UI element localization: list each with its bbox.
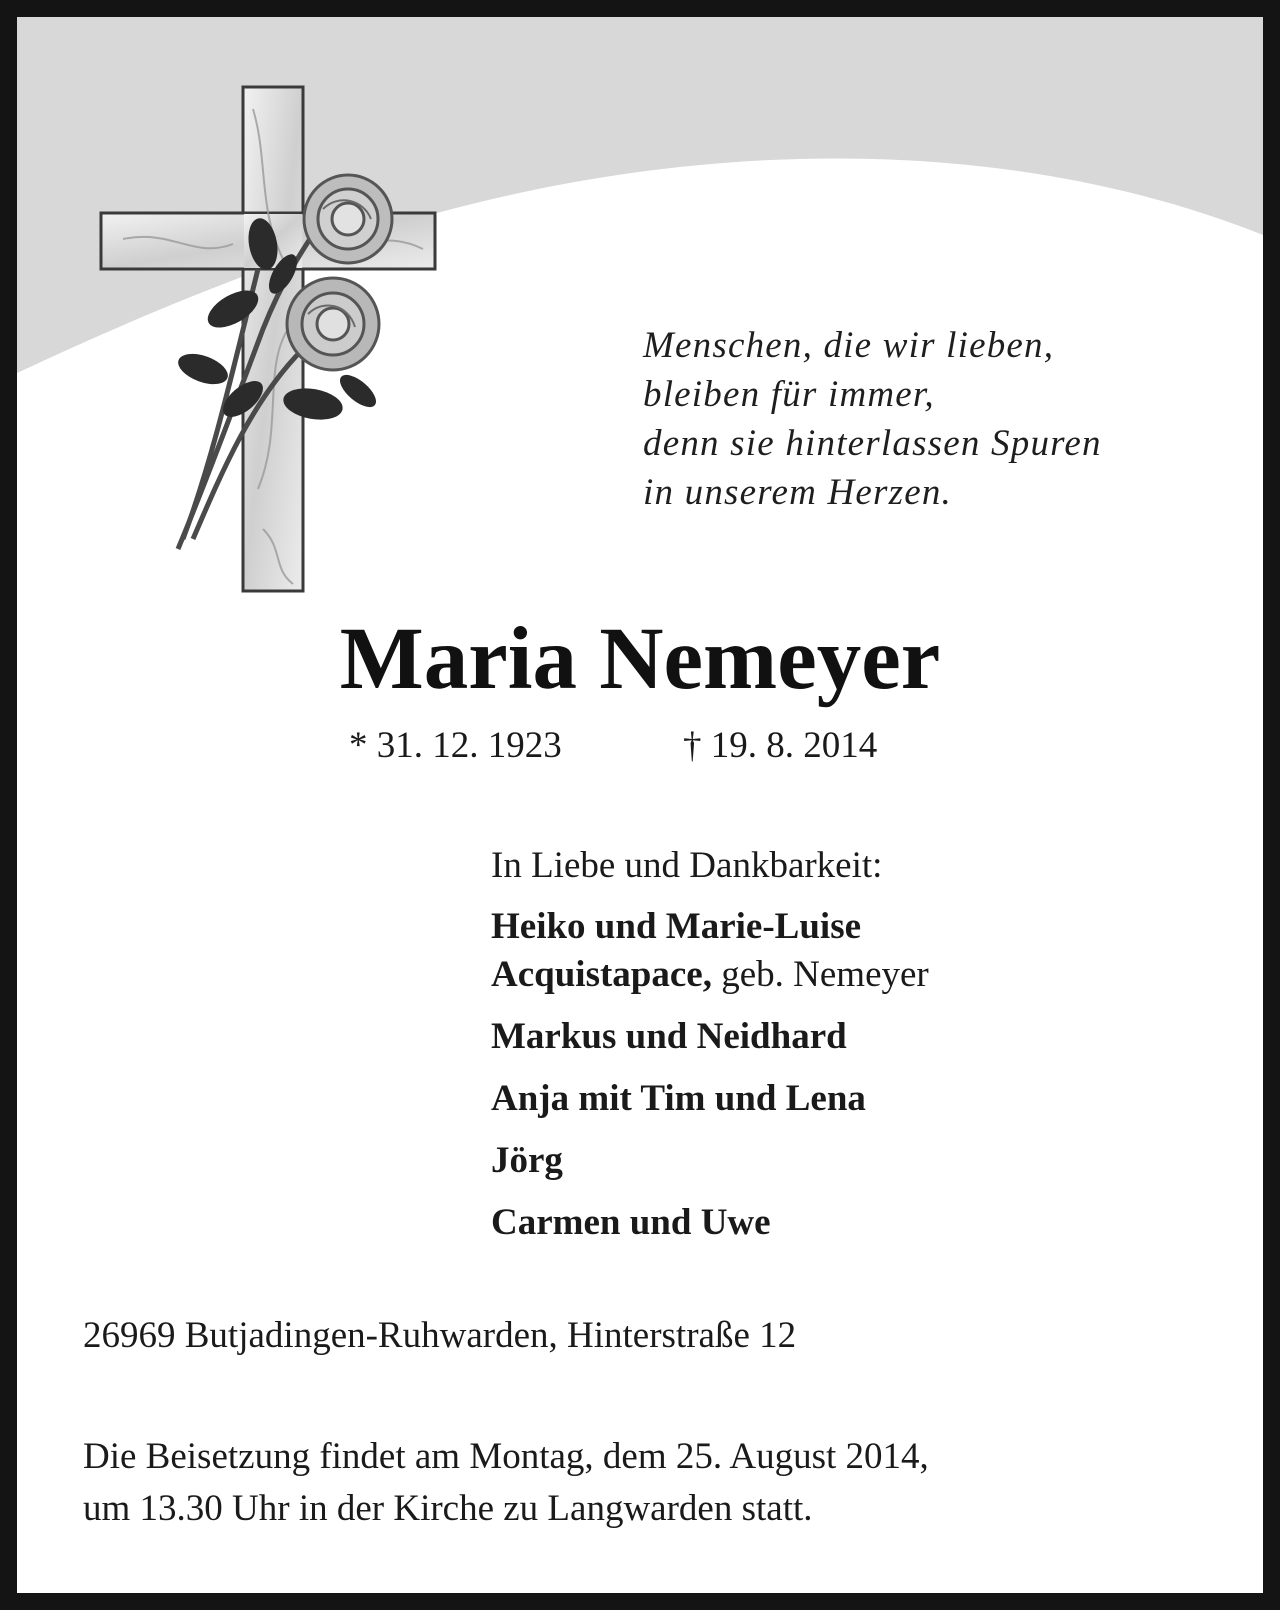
quote-line: denn sie hinterlassen Spuren xyxy=(643,423,1102,464)
mourner-entry xyxy=(491,951,1191,999)
mourners-intro: In Liebe und Dankbarkeit: xyxy=(491,845,883,886)
mourner-entry: Markus und Neidhard xyxy=(491,1016,847,1057)
funeral-line: um 13.30 Uhr in der Kirche zu Langwarden statt. xyxy=(83,1488,813,1529)
mourner-entry: Carmen und Uwe xyxy=(491,1202,771,1243)
memorial-quote xyxy=(643,321,1203,517)
cross-with-roses-icon xyxy=(83,69,443,595)
mourner-entry: Heiko und Marie-Luise xyxy=(491,906,862,947)
deceased-name: Maria Nemeyer xyxy=(339,610,941,708)
mourner-birth-name: geb. Nemeyer xyxy=(721,954,929,995)
mourner-surname: Acquistapace, xyxy=(491,954,712,995)
funeral-details xyxy=(83,1431,929,1535)
birth-date: * 31. 12. 1923 xyxy=(349,725,562,766)
mourner-entry: Anja mit Tim und Lena xyxy=(491,1078,866,1119)
quote-line: bleiben für immer, xyxy=(643,374,935,415)
quote-line: in unserem Herzen. xyxy=(643,472,952,513)
mourner-entry: Jörg xyxy=(491,1140,563,1181)
mourners-list xyxy=(491,843,1191,1247)
family-address: 26969 Butjadingen-Ruhwarden, Hinterstraße 12 xyxy=(83,1315,797,1356)
death-date: † 19. 8. 2014 xyxy=(683,725,878,766)
quote-line: Menschen, die wir lieben, xyxy=(643,325,1055,366)
funeral-line: Die Beisetzung findet am Montag, dem 25. August 2014, xyxy=(83,1436,929,1477)
